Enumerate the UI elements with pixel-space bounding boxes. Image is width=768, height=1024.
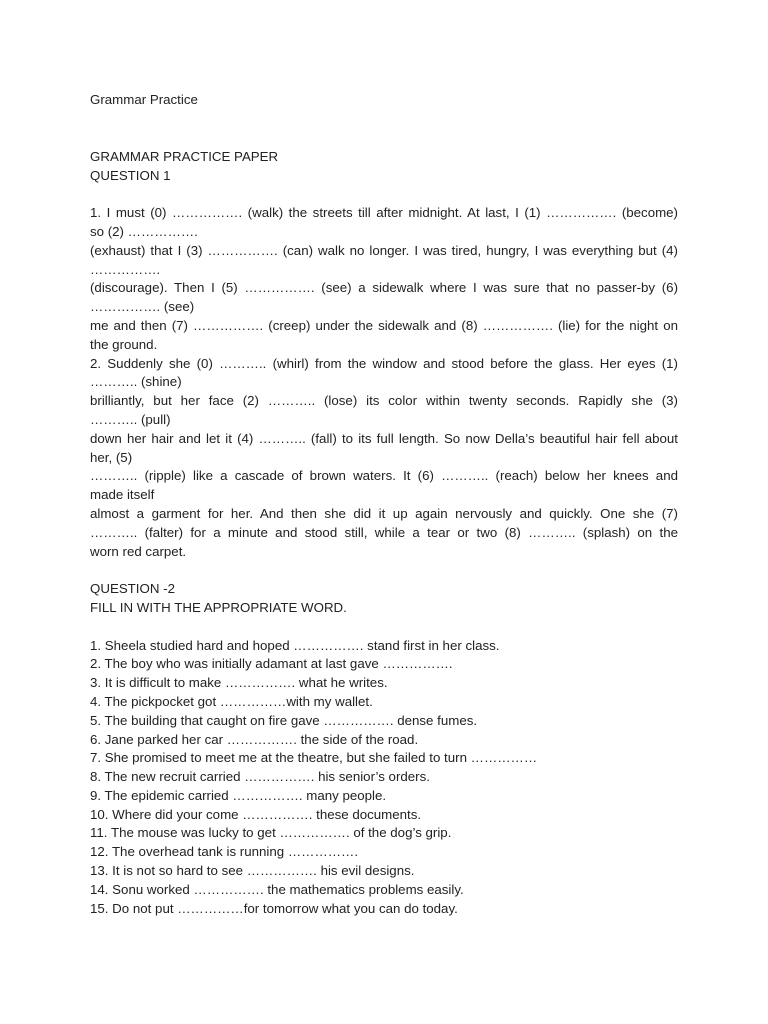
passage-line: almost a garment for her. And then she did it up again nervously and quickly. One she (7)	[90, 505, 678, 521]
list-item: 12. The overhead tank is running …………….	[90, 844, 359, 860]
passage-line: brilliantly, but her face (2) ……….. (lose) its color within twenty seconds. Rapidly she (3)	[90, 393, 678, 409]
passage-line: worn red carpet.	[90, 543, 187, 559]
passage-line: down her hair and let it (4) ……….. (fall) to its full length. So now Della’s beautiful hair fell about	[90, 430, 678, 446]
list-item: 4. The pickpocket got ……………with my wallet.	[90, 693, 373, 709]
passage-line: ……….. (ripple) like a cascade of brown waters. It (6) ……….. (reach) below her knees and	[90, 468, 678, 484]
list-item: 1. Sheela studied hard and hoped ……………. stand first in her class.	[90, 637, 500, 653]
list-item: 6. Jane parked her car ……………. the side of the road.	[90, 731, 419, 747]
passage-line: me and then (7) ……………. (creep) under the sidewalk and (8) ……………. (lie) for the night on	[90, 317, 678, 333]
document-title: Grammar Practice	[90, 92, 198, 107]
list-item: 14. Sonu worked ……………. the mathematics problems easily.	[90, 881, 464, 897]
list-item: 3. It is difficult to make ……………. what he writes.	[90, 675, 388, 691]
paper-heading: GRAMMAR PRACTICE PAPER	[90, 148, 279, 164]
passage-line: ……….. (falter) for a minute and stood still, while a tear or two (8) ……….. (splash) on the	[90, 524, 678, 540]
question-2-list	[90, 637, 678, 919]
list-item: 9. The epidemic carried ……………. many people.	[90, 787, 387, 803]
passage-line: (exhaust) that I (3) ……………. (can) walk no longer. I was tired, hungry, I was everything but (4)	[90, 242, 678, 258]
passage-line: ……….. (shine)	[90, 374, 182, 390]
list-item: 2. The boy who was initially adamant at last gave …………….	[90, 656, 453, 672]
list-item: 8. The new recruit carried ……………. his senior’s orders.	[90, 769, 430, 785]
passage-line: ……………. (see)	[90, 299, 195, 315]
list-item: 11. The mouse was lucky to get ……………. of the dog’s grip.	[90, 825, 452, 841]
question-2-heading: QUESTION -2	[90, 581, 175, 597]
passage-line: (discourage). Then I (5) ……………. (see) a sidewalk where I was sure that no passer-by (6)	[90, 280, 678, 296]
passage-line: 1. I must (0) ……………. (walk) the streets till after midnight. At last, I (1) ……………. (become)	[90, 205, 678, 221]
passage-line: so (2) …………….	[90, 223, 198, 239]
list-item: 15. Do not put ……………for tomorrow what you can do today.	[90, 900, 458, 916]
passage-line: ……….. (pull)	[90, 411, 171, 427]
question-1-passage	[90, 204, 678, 561]
list-item: 10. Where did your come ……………. these documents.	[90, 806, 422, 822]
passage-line: …………….	[90, 261, 161, 277]
list-item: 5. The building that caught on fire gave ……………. dense fumes.	[90, 712, 478, 728]
passage-line: 2. Suddenly she (0) ……….. (whirl) from the window and stood before the glass. Her eyes (1)	[90, 355, 678, 371]
document-body	[90, 91, 678, 918]
question-1-heading: QUESTION 1	[90, 167, 171, 183]
list-item: 7. She promised to meet me at the theatre, but she failed to turn ……………	[90, 750, 538, 766]
passage-line: her, (5)	[90, 449, 133, 465]
question-2-instruction: FILL IN WITH THE APPROPRIATE WORD.	[90, 599, 347, 615]
passage-line: made itself	[90, 487, 155, 503]
list-item: 13. It is not so hard to see ……………. his evil designs.	[90, 863, 415, 879]
passage-line: the ground.	[90, 336, 158, 352]
